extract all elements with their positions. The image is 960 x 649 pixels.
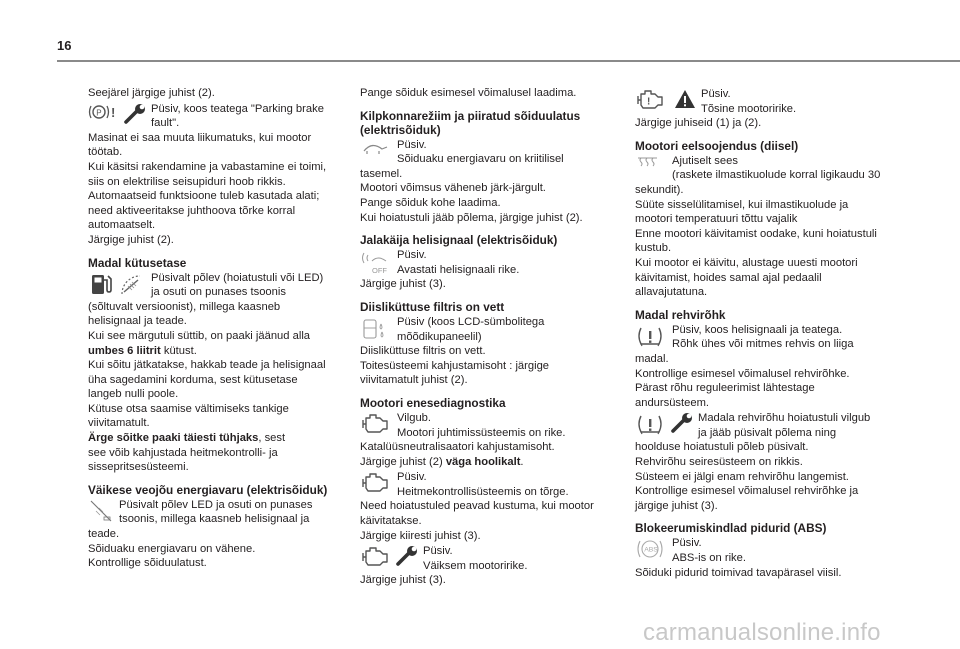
text-line: Mootori võimsus väheneb järk-järgult. xyxy=(360,182,546,195)
text-line: Kontrollige sõiduulatust. xyxy=(88,557,207,570)
section-heading: Mootori eelsoojendus (diisel) xyxy=(635,138,799,153)
icon-group xyxy=(635,536,672,561)
paragraph: Seejärel järgige juhist (2). xyxy=(88,87,215,99)
indicator-description xyxy=(397,248,610,277)
column-3 xyxy=(635,86,890,580)
text-line: Enne mootori käivitamist oodake, kuni hoiatustuli xyxy=(635,227,877,240)
tyre-pressure-icon xyxy=(635,324,665,348)
paragraph xyxy=(360,344,610,388)
indicator-description xyxy=(701,87,890,116)
indicator-description xyxy=(397,470,610,499)
text-line: langeb nulli poole. xyxy=(88,388,179,401)
svg-text:ABS: ABS xyxy=(644,547,658,555)
icon-group xyxy=(360,544,423,567)
engine-icon xyxy=(360,471,390,493)
page-number: 16 xyxy=(57,38,72,53)
text-line: Pärast rõhu reguleerimist lähtestage xyxy=(635,382,815,395)
svg-text:!: ! xyxy=(111,104,116,120)
text-line: Automaatseid funktsioone tuleb kasutada alati; xyxy=(88,190,320,203)
svg-text:OFF: OFF xyxy=(372,266,387,276)
section-heading: Jalakäija helisignaal (elektrisõiduk) xyxy=(360,233,558,248)
text-line: Järgige juhist (3). xyxy=(360,574,446,587)
text-span: , sest xyxy=(258,432,286,445)
text-line: Kontrollige esimesel võimalusel rehvirõhke ja xyxy=(635,485,859,498)
text-line: Madala rehvirõhu hoiatustuli vilgub xyxy=(698,412,871,425)
text-line: siis on elektrilise seisupiduri hoob rikkis. xyxy=(88,175,286,188)
fuel-gauge-icon xyxy=(118,272,146,296)
engine-icon xyxy=(360,545,390,567)
text-line: Kui see märgutuli süttib, on paaki jäänud alla xyxy=(88,329,311,342)
text-line: Püsiv. xyxy=(423,545,453,558)
engine-icon xyxy=(360,412,390,434)
text-line: Kütuse otsa saamise vältimiseks tankige xyxy=(88,402,289,415)
wrench-icon xyxy=(394,545,420,567)
text-line: andursüsteem. xyxy=(635,396,710,409)
emphasis: Ärge sõitke paaki täiesti tühjaks xyxy=(88,432,259,445)
icon-group xyxy=(635,411,698,436)
text-line: Järgige juhist (3). xyxy=(360,278,446,291)
text-line: Püsiv. xyxy=(672,537,702,550)
text-line: Püsiv. xyxy=(397,138,427,151)
text-line: viivitamatult. xyxy=(88,417,150,430)
section-heading: Madal rehvirõhk xyxy=(635,307,726,322)
indicator-description xyxy=(423,544,610,573)
text-line: Väiksem mootoririke. xyxy=(423,559,528,572)
text-line: Sõiduaku energiavaru on kriitilisel xyxy=(397,153,564,166)
text-line: Need hoiatustuled peavad kustuma, kui mootor xyxy=(360,500,594,513)
text-line: Masinat ei saa muuta liikumatuks, kui mootor xyxy=(88,131,312,144)
text-line: Püsiv. xyxy=(397,471,427,484)
paragraph xyxy=(635,566,890,581)
section-heading: Blokeerumiskindlad pidurid (ABS) xyxy=(635,521,827,536)
text-line: mootori temperatuuri tõttu vajalik xyxy=(635,213,798,226)
text-line: ABS-is on rike. xyxy=(672,552,746,565)
icon-group xyxy=(635,87,701,110)
parking-brake-fault-row xyxy=(88,102,340,131)
header-rule xyxy=(57,60,960,62)
pedestrian-off-icon xyxy=(360,249,390,275)
text-line: helisignaal ja teade. xyxy=(88,315,187,328)
text-line: tsoonis, millega kaasneb helisignaal ja xyxy=(119,513,310,526)
glow-plug-row xyxy=(635,154,890,183)
section-heading: Kilpkonnarežiim ja piiratud sõiduulatus (elektrisõiduk) xyxy=(360,108,581,137)
text-line: viivitamatult juhist (2). xyxy=(360,374,468,387)
paragraph: Pange sõiduk esimesel võimalusel laadima. xyxy=(360,87,577,99)
indicator-description xyxy=(672,154,890,183)
abs-fault-row xyxy=(635,536,890,565)
text-span: Järgige juhist (2) xyxy=(360,455,446,468)
icon-group xyxy=(635,323,672,348)
water-in-diesel-icon xyxy=(360,316,388,342)
text-line: Püsivalt põlev (hoiatustuli või LED) xyxy=(151,271,324,284)
engine-warning-icon xyxy=(635,88,669,110)
text-line: käivitamist, hoides samal ajal pedaalil xyxy=(635,271,822,284)
text-line: Püsiv (koos LCD-sümbolitega xyxy=(397,315,545,328)
text-line: teade. xyxy=(88,528,120,541)
indicator-description xyxy=(397,411,610,440)
icon-group xyxy=(360,248,397,275)
text-span: kütust. xyxy=(160,344,197,357)
pedestrian-sound-row xyxy=(360,248,610,277)
text-line: Järgige juhist (2). xyxy=(88,233,174,246)
text-line: Püsiv. xyxy=(701,88,731,100)
paragraph xyxy=(88,527,340,571)
text-line: see võib kahjustada heitmekontrolli- ja xyxy=(88,446,278,459)
indicator-description xyxy=(151,102,340,131)
text-line: sekundit). xyxy=(635,183,684,196)
watermark: carmanualsonline.info xyxy=(643,619,881,646)
section-heading: Väikese veojõu energiavaru (elektrisõiduk) xyxy=(88,482,328,497)
paragraph xyxy=(88,131,340,248)
text-line: Rehvirõhu seiresüsteem on rikkis. xyxy=(635,456,803,469)
text-line xyxy=(88,431,340,446)
column-1 xyxy=(88,86,340,571)
text-line: allavajutatuna. xyxy=(635,286,708,299)
text-line: Kontrollige esimesel võimalusel rehvirõhke. xyxy=(635,367,850,380)
text-line: järgige juhist (3). xyxy=(635,499,718,512)
text-line xyxy=(88,344,340,359)
paragraph xyxy=(88,300,340,475)
text-line: fault". xyxy=(151,117,180,130)
parking-brake-icon xyxy=(88,103,118,121)
text-line: mõõdikupaneelil) xyxy=(397,330,482,343)
paragraph xyxy=(635,116,890,131)
text-line: hoolduse hoiatustuli põleb püsivalt. xyxy=(635,441,809,454)
low-energy-row xyxy=(88,498,340,527)
turtle-icon xyxy=(360,139,390,155)
text-line: kustub. xyxy=(635,242,672,255)
column-2 xyxy=(360,86,610,588)
icon-group xyxy=(360,470,397,493)
text-line: Tõsine mootoririke. xyxy=(701,102,797,115)
text-line: Püsiv, koos helisignaali ja teatega. xyxy=(672,323,843,336)
indicator-description xyxy=(698,411,890,440)
text-line: Kui hoiatustuli jääb põlema, järgige juhist (2). xyxy=(360,211,583,224)
text-line: Pange sõiduk kohe laadima. xyxy=(360,196,501,209)
text-line: Rõhk ühes või mitmes rehvis on liiga xyxy=(672,338,854,351)
icon-group xyxy=(635,154,672,169)
text-line: Kui mootor ei käivitu, alustage uuesti mootori xyxy=(635,256,858,269)
section-heading: Mootori enesediagnostika xyxy=(360,395,506,410)
svg-text:P: P xyxy=(96,108,102,118)
paragraph xyxy=(635,183,890,300)
engine-minor-fault-row xyxy=(360,544,610,573)
indicator-description xyxy=(672,323,890,352)
engine-steady-row xyxy=(360,470,610,499)
text-line: need aktiveeritakse juhthoova tõrke korral xyxy=(88,204,296,217)
low-fuel-row xyxy=(88,271,340,300)
engine-flashing-row xyxy=(360,411,610,440)
text-line: Diisliküttuse filtris on vett. xyxy=(360,345,486,358)
icon-group xyxy=(360,411,397,434)
text-line: Püsivalt põlev LED ja osuti on punases xyxy=(119,498,313,511)
text-line: madal. xyxy=(635,352,669,365)
icon-group xyxy=(88,271,151,296)
paragraph xyxy=(635,352,890,410)
text-line: Kui sõitu jätkatakse, hakkab teade ja helisignaal xyxy=(88,359,326,372)
text-line: (raskete ilmastikuolude korral ligikaudu 30 xyxy=(672,169,881,182)
text-line: Vilgub. xyxy=(397,411,432,424)
section-heading: Diisliküttuse filtris on vett xyxy=(360,299,505,314)
text-line: töötab. xyxy=(88,146,123,159)
text-line: Heitmekontrollisüsteemis on tõrge. xyxy=(397,485,569,498)
text-line: Püsiv, koos teatega "Parking brake xyxy=(151,102,324,115)
text-line: Ajutiselt sees xyxy=(672,154,738,167)
indicator-description xyxy=(397,315,610,344)
glow-plug-icon xyxy=(635,155,663,169)
tyre-monitoring-fault-row xyxy=(635,411,890,440)
text-line: (sõltuvalt versioonist), millega kaasneb xyxy=(88,300,281,313)
tyre-pressure-icon xyxy=(635,412,665,436)
fuel-pump-icon xyxy=(88,272,114,296)
text-line: Kui käsitsi rakendamine ja vabastamine ei toimi, xyxy=(88,160,327,173)
battery-gauge-icon xyxy=(88,499,114,523)
paragraph xyxy=(360,277,610,292)
text-line: Süüte sisselülitamisel, kui ilmastikuolude ja xyxy=(635,198,849,211)
icon-group xyxy=(88,102,151,125)
text-line: käivitatakse. xyxy=(360,515,422,528)
engine-major-fault-row xyxy=(635,87,890,116)
wrench-icon xyxy=(669,412,695,434)
emphasis: umbes 6 liitrit xyxy=(88,344,161,357)
text-line: Süsteem ei jälgi enam rehvirõhu langemist. xyxy=(635,470,849,483)
svg-text:!: ! xyxy=(647,96,651,108)
text-line: automaatselt. xyxy=(88,219,156,232)
text-line: Toitesüsteemi kahjustamisoht : järgige xyxy=(360,359,550,372)
text-span: . xyxy=(520,455,524,468)
low-tyre-pressure-row xyxy=(635,323,890,352)
icon-group xyxy=(360,315,397,342)
text-line: Sõiduki pidurid toimivad tavapärasel viisil. xyxy=(635,566,842,579)
paragraph xyxy=(360,573,610,588)
text-line: Järgige juhiseid (1) ja (2). xyxy=(635,117,762,130)
indicator-description xyxy=(397,138,610,167)
text-line: Katalüüsneutralisaatori kahjustamisoht. xyxy=(360,441,555,454)
text-line: sissepritsesüsteemi. xyxy=(88,461,189,474)
text-line: ja osuti on punases tsoonis xyxy=(151,286,286,299)
indicator-description xyxy=(672,536,890,565)
paragraph xyxy=(360,167,610,225)
paragraph xyxy=(635,440,890,513)
wrench-icon xyxy=(122,103,148,125)
text-line: ja jääb püsivalt põlema ning xyxy=(698,426,837,439)
icon-group xyxy=(88,498,119,523)
text-line: tasemel. xyxy=(360,167,403,180)
paragraph xyxy=(360,440,610,469)
text-line: Järgige kiiresti juhist (3). xyxy=(360,529,481,542)
text-line: Avastati helisignaali rike. xyxy=(397,263,520,276)
text-line: Sõiduaku energiavaru on vähene. xyxy=(88,542,256,555)
icon-group xyxy=(360,138,397,155)
text-line: Mootori juhtimissüsteemis on rike. xyxy=(397,426,566,439)
indicator-description xyxy=(151,271,340,300)
paragraph xyxy=(360,499,610,543)
text-line: Püsiv. xyxy=(397,249,427,262)
indicator-description xyxy=(119,498,340,527)
text-line xyxy=(360,455,610,470)
water-in-fuel-row xyxy=(360,315,610,344)
section-heading: Madal kütusetase xyxy=(88,255,187,270)
text-line: üha sagedamini korduma, sest kütusetase xyxy=(88,373,298,386)
emphasis: väga hoolikalt xyxy=(445,455,521,468)
turtle-mode-row xyxy=(360,138,610,167)
warning-triangle-icon xyxy=(673,88,697,110)
abs-icon xyxy=(635,537,665,561)
